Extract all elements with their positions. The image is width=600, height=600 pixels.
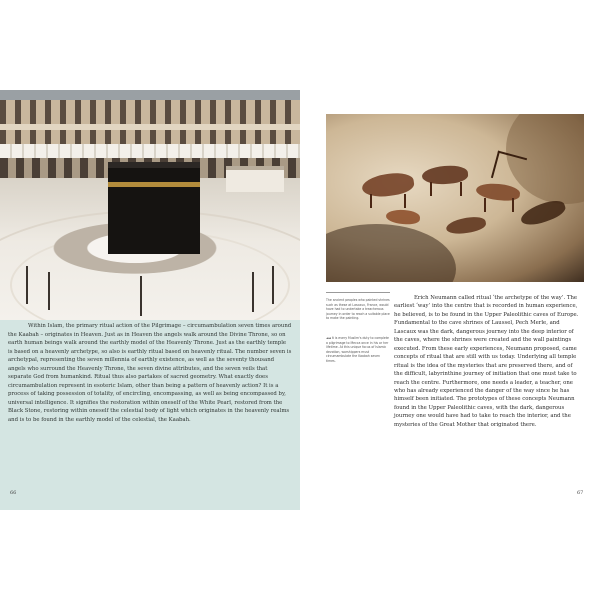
kaaba-photo-canopies: [0, 144, 300, 158]
caption-cave: The ancient peoples who painted shrines such as these at Lascaux, France, would have had to undertake a treacherous journey in order to reach a suitable place to make the painting.: [326, 298, 390, 321]
cave-figure-leg: [370, 194, 372, 208]
cave-horse-figure: [445, 215, 487, 237]
cave-horse-figure: [361, 170, 416, 199]
kaaba-gold-band: [108, 182, 200, 187]
page-number-right: 67: [577, 490, 584, 496]
kaaba-photo-sky: [0, 90, 300, 100]
cave-painting-photo: [326, 114, 584, 282]
kaaba-cube: [108, 168, 200, 254]
book-spread: [0, 90, 600, 510]
kaaba-photo: [0, 90, 300, 320]
caption-kaaba: ◄◄ It is every Muslim's duty to complete a pilgrimage to Mecca once in his or her lifetime. At this unique focus of Islamic devotion, worshippers must circumambulate the Kaabah seven times.: [326, 336, 389, 363]
kaaba-photo-lamp: [26, 266, 28, 304]
right-body-text: Erich Neumann called ritual ‘the archetype of the way’. The earliest ‘way’ into the centre that is recorded in human experience, he believed, is to be found in the Upper Paleolithic caves of Europe. Fundamental to the cave shrines of Laussel, Pech Merle, and Lascaux was the dark, dangerous journey into the deep interior of the caves, where the shrines were created and the wall paintings executed. From these early experiences, Neumann proposed, came concepts of ritual that are still with us today. Underlying all temple ritual is the idea of the mysteries that are preserved there, and of the difficult, labyrinthine journey of initiation that one must take to reach the centre. Furthermore, one needs a leader, a teacher, one who has already experienced the danger of the way since he has himself been initiated. The prototypes of these concepts Neumann found in the Upper Paleolithic caves, with the dark, dangerous journey one would have had to take to reach the interior, and the mysteries of the Great Mother that originated there.: [394, 295, 579, 428]
cave-figure-leg: [404, 194, 406, 208]
cave-figure-leg: [512, 198, 514, 212]
kaaba-photo-lamp: [272, 266, 274, 304]
kaaba-photo-side-building: [226, 166, 284, 192]
cave-figure-leg: [430, 182, 432, 196]
left-page: [0, 90, 300, 510]
page-number-left: 66: [10, 490, 17, 496]
left-body-text: Within Islam, the primary ritual action of the Pilgrimage – circumambulation seven times around the Kaabah – originates in Heaven. Just as in Heaven the angels walk around the Divine Throne, so on earth human beings walk around the earthly model of the Heavenly Throne. Just as the earthly temple is based on a heavenly archetype, so also is earthly ritual based on heavenly ritual. The number seven is archetypal, representing the seven millennia of earthly existence, as well as the seventy thousand angels who surround the Heavenly Throne, the seven divine attributes, and the seven veils that separate God from humankind. Ritual thus also partakes of sacred geometry. What exactly does circumambulation represent in esoteric Islam, other than being a pattern of heavenly action? It is a process of taking possession of totality, of encircling, encompassing, as well as being encompassed by, universal intelligence. It signifies the restoration within oneself of the White Pearl, restored from the Black Stone, restoring within oneself the celestial body of light which originates in the heavenly realms and is to be found in the earthly model of the celestial, the Kaabah.: [8, 323, 292, 424]
kaaba-photo-lamp: [140, 276, 142, 316]
kaaba-photo-arcade-ledge: [0, 124, 300, 130]
caption-rule: [326, 292, 390, 293]
cave-rock-shadow: [326, 224, 456, 282]
cave-figure-leg: [484, 198, 486, 212]
cave-bison-figure: [518, 197, 567, 230]
cave-figure-leg: [460, 182, 462, 196]
cave-horse-figure: [386, 209, 421, 225]
kaaba-photo-lamp: [252, 272, 254, 312]
kaaba-photo-lamp: [48, 272, 50, 310]
